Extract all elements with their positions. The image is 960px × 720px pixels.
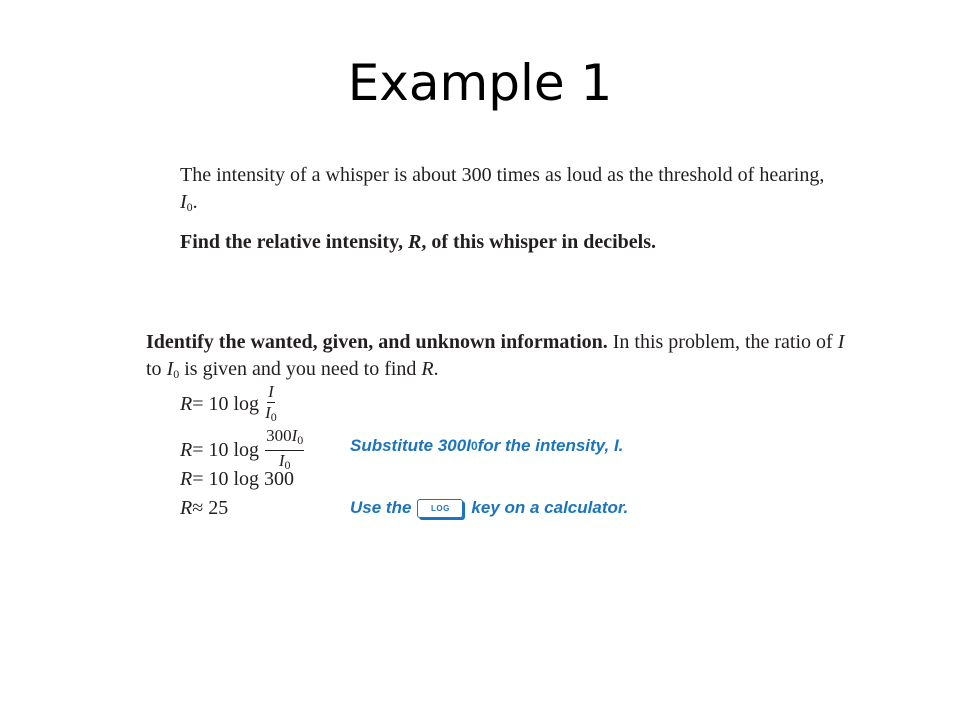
note-substitute (350, 436, 623, 456)
equation-4 (180, 497, 228, 520)
note-text: Use the (350, 498, 412, 517)
var-i: I (265, 403, 271, 422)
intro-text: is given and you need to find (179, 358, 422, 380)
eq-rhs: ≈ 25 (192, 497, 229, 519)
eq-lhs: R (180, 393, 193, 415)
eq-rhs: = 10 log (192, 393, 260, 415)
slide-title: Example 1 (347, 54, 613, 112)
equation-2 (180, 427, 304, 474)
problem-task (180, 229, 840, 256)
problem-statement (180, 162, 840, 221)
problem-text: The intensity of a whisper is about 300 times as loud as the threshold of hearing, (180, 164, 825, 186)
eq-lhs: R (180, 468, 193, 490)
note-text: key on a calculator. (471, 498, 629, 517)
fraction (265, 383, 277, 426)
var-i: I (837, 331, 845, 353)
intro-text: In this problem, the ratio of (607, 331, 838, 353)
intro-text: to (146, 358, 167, 380)
task-text: Find the relative intensity, (180, 231, 408, 253)
var-r: R (421, 358, 434, 380)
equation-1 (180, 383, 277, 426)
eq-lhs: R (180, 439, 193, 461)
subscript: 0 (470, 439, 478, 453)
eq-rhs: = 10 log 300 (192, 468, 295, 490)
var-i: I (180, 191, 187, 213)
log-key-icon: LOG (417, 499, 463, 518)
subscript: 0 (173, 367, 180, 381)
eq-rhs: = 10 log (192, 439, 260, 461)
var-i: I (291, 426, 298, 445)
solution-intro (146, 329, 846, 388)
eq-lhs: R (180, 497, 193, 519)
intro-heading: Identify the wanted, given, and unknown information. (146, 331, 608, 353)
fraction-denominator (265, 403, 277, 426)
period: . (192, 191, 198, 213)
fraction-numerator (265, 427, 304, 451)
fraction-numerator (267, 383, 275, 403)
equation-3 (180, 468, 294, 491)
subscript: 0 (270, 410, 277, 424)
fraction (265, 427, 304, 474)
note-text: for the intensity, I. (477, 436, 624, 455)
coefficient: 300 (266, 426, 292, 445)
var-i0: I (166, 358, 174, 380)
subscript: 0 (284, 458, 291, 472)
note-text: Substitute 300 (350, 436, 467, 455)
var-i: I (278, 451, 285, 470)
subscript: 0 (186, 200, 193, 214)
subscript: 0 (297, 433, 304, 447)
period: . (433, 358, 439, 380)
task-text-end: , of this whisper in decibels. (421, 231, 656, 253)
var-i: I (466, 436, 471, 455)
var-i: I (268, 382, 274, 401)
note-calculator (350, 498, 628, 518)
var-r: R (407, 231, 422, 253)
